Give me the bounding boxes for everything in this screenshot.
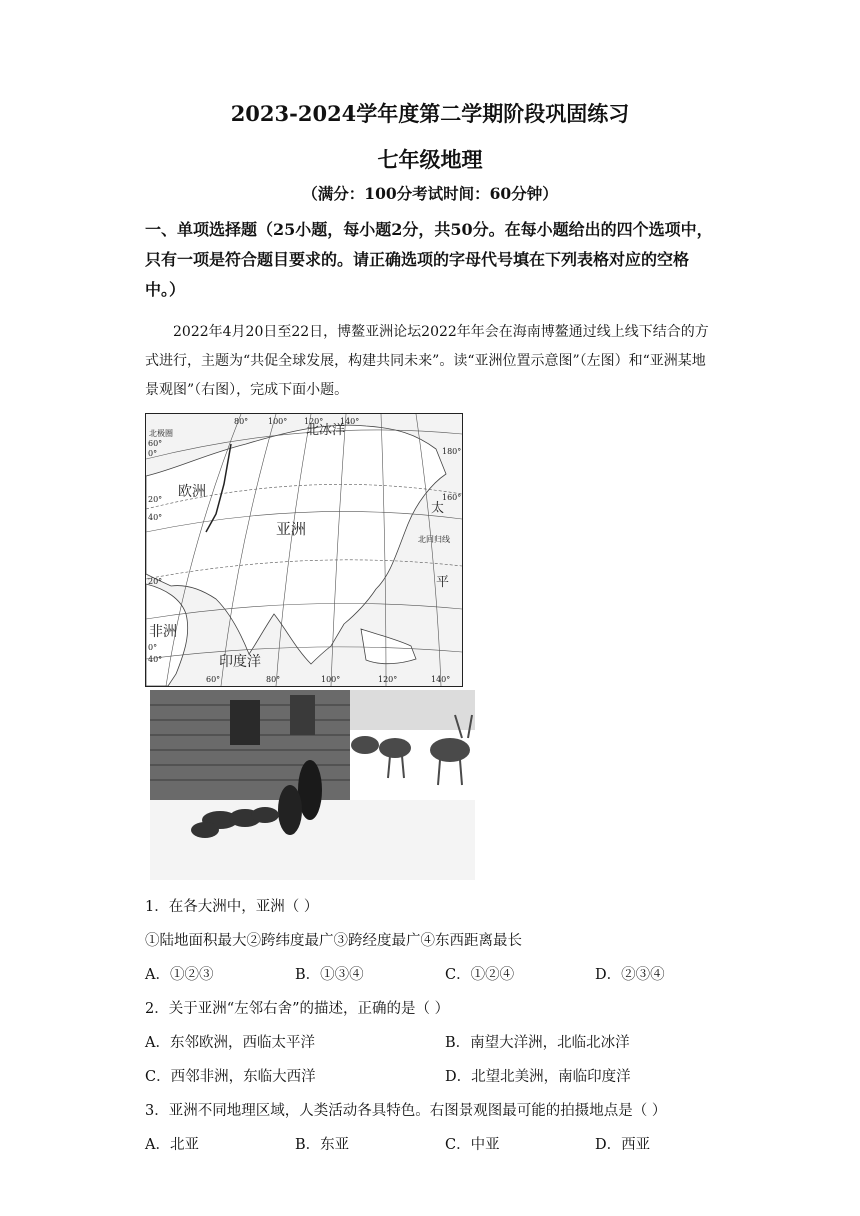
landmass-eurasia <box>146 425 446 664</box>
question-1-option-b: B．①③④ <box>295 967 364 983</box>
question-2-option-c: C．西邻非洲，东临大西洋 <box>145 1069 316 1085</box>
lon-tick: 180° <box>442 447 462 456</box>
question-2-option-a: A．东邻欧洲，西临太平洋 <box>145 1035 315 1051</box>
lat-tick: 60° <box>148 439 163 448</box>
question-3-stem: 3．亚洲不同地理区域，人类活动各具特色。右图景观图最可能的拍摄地点是（ ） <box>145 1103 667 1119</box>
map-label-pacific-1: 太 <box>431 501 445 516</box>
landmass-islands <box>361 629 416 664</box>
map-drawing <box>146 414 462 686</box>
lat-tick: 20° <box>148 495 163 504</box>
lon-tick: 80° <box>234 417 249 426</box>
passage-text: 2022年4月20日至22日，博鳌亚洲论坛2022年年会在海南博鳌通过线上线下结合的方式进行，主题为“共促全球发展，构建共同未来”。读“亚洲位置示意图”（左图）和“亚洲某地景观图”（右图），完成下面小题。 <box>145 324 709 398</box>
section-heading: 一、单项选择题（25小题，每小题2分，共50分。在每小题给出的四个选项中，只有一项是符合题目要求的。请正确选项的字母代号填在下列表格对应的空格中。） <box>145 220 713 299</box>
landscape-photo <box>150 690 475 880</box>
map-label-tropic: 北回归线 <box>418 535 450 544</box>
map-label-arctic-ocean: 北冰洋 <box>306 423 346 438</box>
lon-tick: 120° <box>304 417 324 426</box>
asia-location-map <box>145 413 463 687</box>
question-2-option-b: B．南望大洋洲，北临北冰洋 <box>445 1035 630 1051</box>
lon-tick: 140° <box>340 417 360 426</box>
lon-tick: 160° <box>442 493 462 502</box>
question-1-note: ①陆地面积最大②跨纬度最广③跨经度最广④东西距离最长 <box>145 933 522 949</box>
lon-tick: 120° <box>378 675 398 684</box>
question-2-option-d: D．北望北美洲，南临印度洋 <box>445 1069 631 1085</box>
question-3-option-b: B．东亚 <box>295 1137 350 1153</box>
question-1-option-c: C．①②④ <box>445 967 515 983</box>
map-label-indian-ocean: 印度洋 <box>219 654 261 670</box>
question-1-stem: 1．在各大洲中，亚洲（ ） <box>145 899 319 915</box>
map-label-africa: 非洲 <box>149 624 177 640</box>
exam-title: 2023-2024学年度第二学期阶段巩固练习 <box>230 101 630 126</box>
lon-tick: 140° <box>431 675 451 684</box>
exam-info: （满分：100分考试时间：60分钟） <box>302 184 558 203</box>
lat-tick: 40° <box>148 655 163 664</box>
question-2-stem: 2．关于亚洲“左邻右舍”的描述，正确的是（ ） <box>145 1001 450 1017</box>
lat-tick: 0° <box>148 643 158 652</box>
question-1-option-d: D．②③④ <box>595 967 665 983</box>
exam-subject: 七年级地理 <box>377 147 483 172</box>
lon-tick: 60° <box>206 675 221 684</box>
map-label-arctic-circle: 北极圈 <box>149 429 173 438</box>
lon-tick: 100° <box>268 417 288 426</box>
photo-drawing <box>150 690 475 880</box>
question-3-option-a: A．北亚 <box>145 1137 199 1153</box>
map-label-asia: 亚洲 <box>276 520 307 538</box>
question-1-option-a: A．①②③ <box>145 967 214 983</box>
map-label-europe: 欧洲 <box>178 484 206 500</box>
lat-tick: 20° <box>148 577 163 586</box>
map-label-pacific-2: 平 <box>436 575 450 590</box>
lon-tick: 80° <box>266 675 281 684</box>
lon-tick: 100° <box>321 675 341 684</box>
lat-tick: 40° <box>148 513 163 522</box>
question-3-option-c: C．中亚 <box>445 1137 500 1153</box>
question-3-option-d: D．西亚 <box>595 1137 651 1153</box>
lat-tick: 0° <box>148 449 158 458</box>
